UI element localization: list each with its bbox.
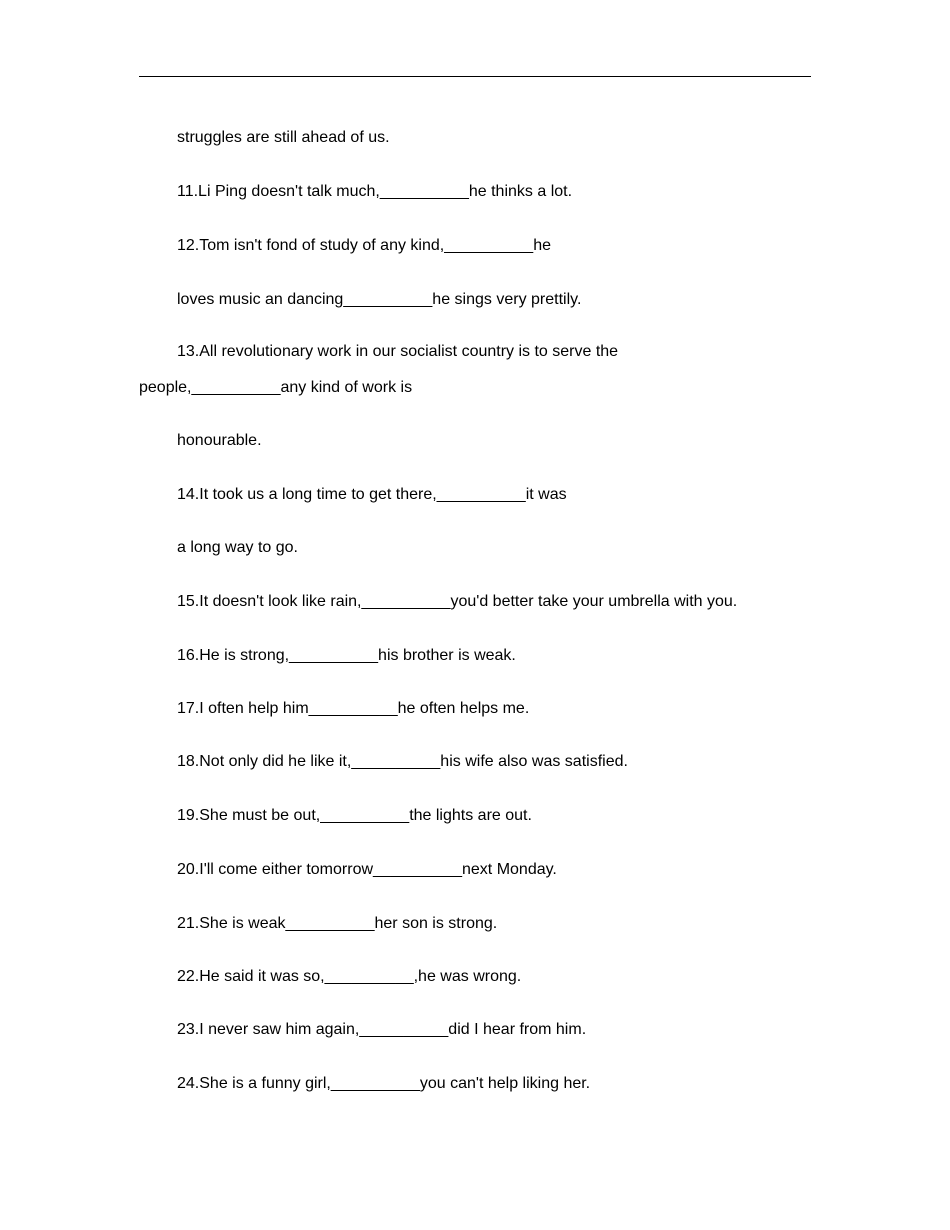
header-rule bbox=[139, 76, 811, 77]
question-12-continuation: loves music an dancing__________he sings very prettily. bbox=[177, 291, 582, 308]
question-13-continuation-2: honourable. bbox=[177, 432, 262, 449]
question-11: 11.Li Ping doesn't talk much,__________he thinks a lot. bbox=[177, 183, 573, 200]
question-24: 24.She is a funny girl,__________you can't help liking her. bbox=[177, 1075, 591, 1092]
question-23: 23.I never saw him again,__________did I hear from him. bbox=[177, 1021, 587, 1038]
question-22: 22.He said it was so,__________,he was wrong. bbox=[177, 968, 522, 985]
question-19: 19.She must be out,__________the lights are out. bbox=[177, 807, 532, 824]
question-15: 15.It doesn't look like rain,__________you'd better take your umbrella with you. bbox=[177, 593, 738, 610]
question-17: 17.I often help him__________he often helps me. bbox=[177, 700, 530, 717]
question-20: 20.I'll come either tomorrow__________next Monday. bbox=[177, 861, 557, 878]
question-13-continuation: people,__________any kind of work is bbox=[139, 379, 413, 396]
text-line: struggles are still ahead of us. bbox=[177, 129, 390, 146]
question-21: 21.She is weak__________her son is strong. bbox=[177, 915, 498, 932]
question-12: 12.Tom isn't fond of study of any kind,__________he bbox=[177, 237, 551, 254]
question-18: 18.Not only did he like it,__________his wife also was satisfied. bbox=[177, 753, 628, 770]
question-14-continuation: a long way to go. bbox=[177, 539, 298, 556]
question-14: 14.It took us a long time to get there,__________it was bbox=[177, 486, 567, 503]
question-16: 16.He is strong,__________his brother is weak. bbox=[177, 647, 516, 664]
question-13: 13.All revolutionary work in our socialist country is to serve the bbox=[177, 343, 619, 360]
